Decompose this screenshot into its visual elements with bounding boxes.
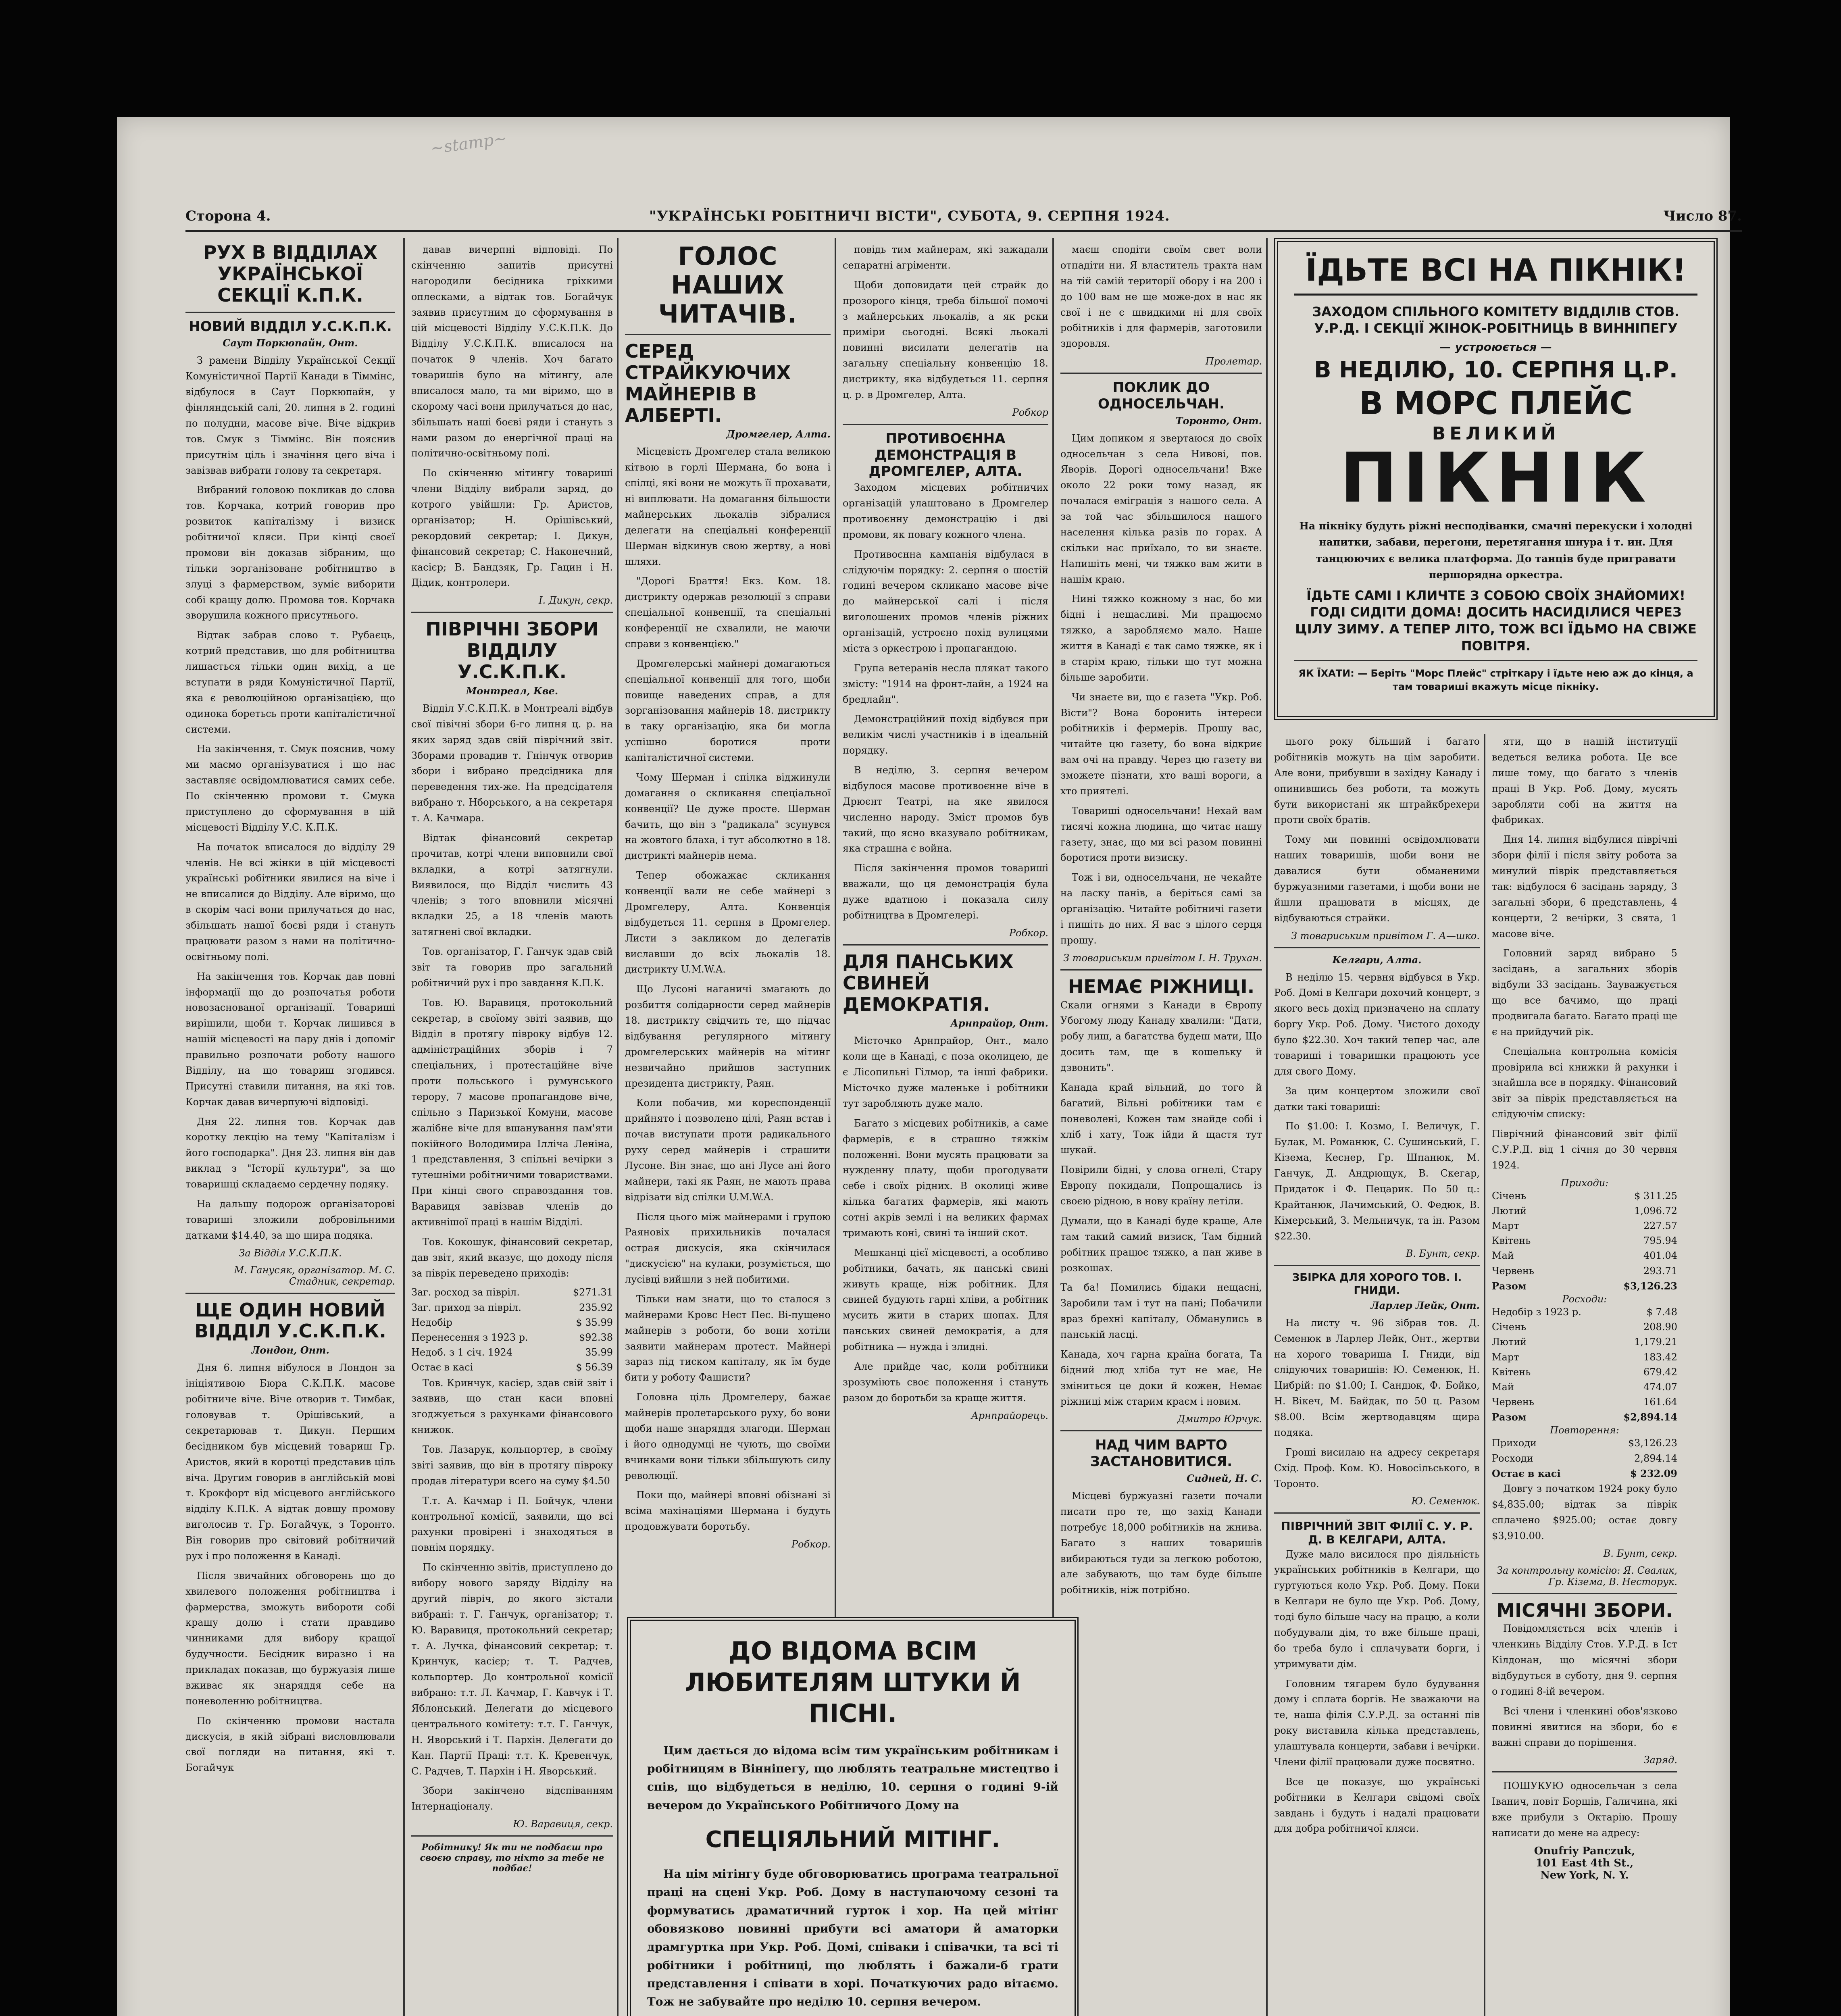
signature: Ю. Варавиця, секр. xyxy=(513,1818,613,1830)
signature: Заряд. xyxy=(1643,1754,1677,1766)
picnic-organizer: ЗАХОДОМ СПІЛЬНОГО КОМІТЕТУ ВІДДІЛІВ СТОВ. У.Р.Д. І СЕКЦІЇ ЖІНОК-РОБІТНИЦЬ В ВИННІПЕГУ xyxy=(1312,304,1680,336)
divider xyxy=(185,1293,395,1294)
signature: В. Бунт, секр. xyxy=(1603,1547,1677,1559)
finance-label: Разом xyxy=(1492,1280,1527,1292)
finance-amount: 2,894.14 xyxy=(1634,1452,1677,1464)
paragraph: Відтак забрав слово т. Рубаєць, котрий представив, що для робітництва лишається тільки один вихід, а це вступати в ряди Комуністичної Партії, яка є революційною організацією, що одинока боретьсь проти капіталістичної системи. xyxy=(185,629,395,735)
repeat-table xyxy=(1492,1436,1677,1466)
expense-total xyxy=(1492,1410,1677,1425)
paragraph: Поки що, майнері вповні обізнані зі всіма махінаціями Шермана і будуть продовжувати боротьбу. xyxy=(625,1489,831,1533)
paragraph: Дня 14. липня відбулися піврічні збори філії і після звіту робота за минулий піврік представляється так: відбулося 6 засідань заряду, 3 загальні збори, 6 представлень, 4 концерти, 2 вечірки, 3 свята, 1 масове віче. xyxy=(1492,834,1677,939)
finance-label: Січень xyxy=(1492,1190,1527,1202)
announcement-box xyxy=(627,1617,1079,2016)
paragraph: Місточко Арнпрайор, Онт., мало коли ще в Канаді, є поза околицею, де є Лісопильні Гілмор, та інші фабрики. Місточко дуже маленьке і робітники тут заробляють дуже мало. xyxy=(843,1035,1048,1109)
paragraph: Тож і ви, односельчани, не чекайте на ласку панів, а беріться самі за організацію. Читайте робітничі газети і пишіть до них. Я вас з цілого серця прошу. xyxy=(1060,872,1262,946)
picnic-location: В МОРС ПЛЕЙС xyxy=(1359,385,1633,422)
footer-slogan: Робітнику! Як ти не подбаєш про своєю справу, то ніхто за тебе не подбає! xyxy=(420,1842,604,1874)
finance-row xyxy=(1492,1451,1677,1466)
income-heading: Приходи: xyxy=(1560,1177,1609,1189)
finance-row xyxy=(1492,1380,1677,1395)
divider xyxy=(625,334,831,335)
paragraph: Головна ціль Дромгелеру, бажає майнерів пролетарського руху, бо вони щоби наше знаряддя злагоди. Шерман і його однодумці не чують, що своїми вчинками вони тільки збільшують силу революції. xyxy=(625,1391,831,1481)
paragraph: Тов. Ю. Варавиця, протокольний секретар, в своїому звіті заявив, що Відділ в протягу півроку відбув 12. адміністраційних зборів і 7 спеціальних, і протестаційне віче проти польського і румунського терору, 7 масове пропагандове віче, спільно з Паризької Комуни, масове жалібне віче для вшанування пам'яти покійного Володимира Ілліча Леніна, 1 представлення, 3 спільні вечірки з тутешніми робітничими товариствами. При кінці свого справоздання тов. Варавиця завізвав членів до активнішої праці в нашім Відділі. xyxy=(411,997,613,1228)
finance-amount: 227.57 xyxy=(1643,1220,1677,1231)
poem-stanza: Та ба! Помились бідаки нещасні, Заробили там і тут на пані; Побачили враз брехні капіталу, Обманулись в панській ласці. xyxy=(1060,1282,1262,1341)
masthead xyxy=(185,198,1742,232)
divider xyxy=(1060,373,1262,374)
finance-label: Заг. росход за півріл. xyxy=(411,1287,520,1298)
finance-amount: $ 7.48 xyxy=(1646,1306,1677,1318)
poem-stanza: Канада, хоч гарна країна богата, Та бідний люд хліба тут не має, Не зміниться це доки й кожен, Немає ріжниці між старим краєм і новим. xyxy=(1060,1348,1262,1407)
divider xyxy=(1060,1430,1262,1431)
paragraph: Щоби доповидати цей страйк до прозорого кінця, треба більшої помочі з майнерських льокалів, а як рєки приміри сьогодні. Всякі льокалі повинні висилати делегатів на загальну спеціальну конвенцію 18. дистрикту, яка відбудеться 11. серпня ц. р. в Дромгелер, Алта. xyxy=(843,279,1048,400)
library-stamp: ~stamp~ xyxy=(429,129,508,158)
divider xyxy=(411,612,613,613)
address-line: New York, N. Y. xyxy=(1540,1869,1629,1881)
paragraph: Головний заряд вибрано 5 засідань, а загальних зборів відбули 33 засідань. Зауважується що все бачимо, що праці продвигала багато. Багато праці ще є на прийдучий рік. xyxy=(1492,948,1677,1037)
address-line: Onufriy Panczuk, xyxy=(1534,1845,1635,1857)
finance-row xyxy=(1492,1436,1677,1451)
paragraph: Нині тяжко кожному з нас, бо ми бідні і нещасливі. Ми працюємо тяжко, а заробляємо мало. Наше життя в Канаді є так само тяжке, як і в старім краю, тільки що тут можна більше заробити. xyxy=(1060,593,1262,683)
paragraph: Мешканці цієї місцевості, а особливо робітники, бачать, як панські свині живуть краще, ніж робітник. Для свиней будують гарні хліви, а робітник мусить жити в старих шопах. Для панських свиней демократія, а для робітника — нужда і злидні. xyxy=(843,1247,1048,1353)
finance-row xyxy=(1492,1466,1677,1481)
signature: За контрольну комісію: Я. Свалик, Гр. Кізема, В. Несторук. xyxy=(1496,1564,1677,1587)
finance-row xyxy=(1492,1410,1677,1425)
divider xyxy=(843,424,1048,425)
finance-amount: 401.04 xyxy=(1643,1250,1677,1262)
paragraph: Тов. організатор, Г. Ганчук здав свій звіт та говорив про загальний робітничий рух і про завдання К.П.К. xyxy=(411,946,613,989)
paragraph: На закінчення, т. Смук пояснив, чому ми маємо організуватися і що нас заставляє освідомлюватися самих себе. По скінченню промови т. Смука приступлено до сформування в цій місцевості Відділу У.С. К.П.К. xyxy=(185,743,395,833)
finance-row xyxy=(1492,1233,1677,1248)
signature: Арнпрайорець. xyxy=(971,1410,1048,1421)
signature: Дмитро Юрчук. xyxy=(1177,1413,1262,1425)
finance-row xyxy=(411,1285,613,1300)
expense-table xyxy=(1492,1305,1677,1410)
paragraph: На закінчення тов. Корчак дав повні інформації що до розпочатья роботи новозаснованої організації. Товариші вирішили, щоби т. Корчак лишився в нашій місцевості на пару днів і допоміг правильно розпочати роботу нашого Відділу, на що товариш згодився. Присутні ставили питання, на які тов. Корчак давав вичерпуючі відповіді. xyxy=(185,971,395,1108)
announcement-text: На цім мітінгу буде обговорюватись програма театральної праці на сцені Укр. Роб. Дому в наступаючому сезоні та формуватись драматичний гурток і хор. На цей мітінг обовязково повинні прибути всі аматори й аматорки драмгуртка при Укр. Роб. Домі, співаки і співачки, та всі ті робітники і робітниці, що люблять і бажали-б грати представлення і співати в хорі. Початкуючих радо вітаємо. Тож не забувайте про неділю 10. серпня вечером. xyxy=(647,1867,1058,2009)
divider xyxy=(1274,947,1480,948)
finance-amount: $3,126.23 xyxy=(1623,1280,1677,1292)
finance-row xyxy=(1492,1320,1677,1335)
issue-number: Число 87. xyxy=(1663,208,1742,224)
paragraph: Противоєнна кампанія відбулася в слідуючім порядку: 2. серпня о шостій годині вечером скликано масове віче до майнерської салі і після виголошених промов членів ріжних організацій, устроєно похід вулицями міста з оркестрою і пропагандою. xyxy=(843,548,1048,654)
column-2 xyxy=(411,242,613,2016)
finance-row xyxy=(411,1360,613,1375)
finance-label: Лютий xyxy=(1492,1205,1527,1216)
paragraph: Дуже мало висилося про діяльність українських робітників в Келгари, що гуртуються коло Укр. Роб. Дому. Поки в Келгари не було ще Укр. Роб. Дому, тоді було більше часу на працю, а коли побудували дім, то вже більше праці, бо треба було і сплачувати борги, і утримувати дім. xyxy=(1274,1548,1480,1670)
paragraph: Тільки нам знати, що то сталося з майнерами Кровс Нест Пес. Ві-пущено майнерів з роботи, бо вони хотіли заявити майнерам протест. Майнері зараз під тиском капіталу, як їм буде бити у роботу Фашисти? xyxy=(625,1293,831,1383)
paragraph: ПОШУКУЮ односельчан з села Іванич, повіт Борщів, Галичина, які вже прибули з Октарію. Прошу написати до мене на адресу: xyxy=(1492,1780,1677,1839)
poem-stanza: Канада край вільний, до того й багатий, Вільні робітники там є поневолені, Кожен там знайде собі і хліб і хату, Тож ійди й щастя тут шукай. xyxy=(1060,1081,1262,1156)
address-line: 101 East 4th St., xyxy=(1535,1857,1634,1869)
paragraph: Цим допиком я звертаюся до своїх односельчан з села Нивові, пов. Яворів. Дорогі односельчани! Вже около 22 роки тому назад, як почалася еміграція з нашого села. А за той час збільшилося нашого населення кілька разів по горах. А скільки нас приїхало, то ви знаєте. Напишіть мені, чи тяжко вам жити в нашім краю. xyxy=(1060,432,1262,585)
poem-stanza: Скали огнями з Канади в Європу Убогому люду Канаду хвалили: "Дати, робу лиш, а багатства будеш мати, Що досить там, ще в кошельку й дзвонить". xyxy=(1060,999,1262,1074)
finance-amount: 795.94 xyxy=(1643,1235,1677,1247)
paragraph: На дальшу подорож організаторові товариші зложили добровільними датками $14.40, за що щира подяка. xyxy=(185,1198,395,1241)
paragraph: Головним тягарем було будування дому і сплата боргів. Не зважаючи на те, наша філія С.У.Р.Д. за останні пів року виставила кілька представлень, улаштувала концерти, забави і вечірки. Члени філії працювали дуже посвятно. xyxy=(1274,1678,1480,1768)
paragraph: В неділю 15. червня відбувся в Укр. Роб. Домі в Келгари дохочий концерт, з якого весь дохід призначено на сплату боргу Укр. Роб. Дому. Чистого доходу було $22.30. Хоч такий тепер час, але товариші і товаришки працюють усе для свого Дому. xyxy=(1274,971,1480,1077)
finance-amount: 161.64 xyxy=(1643,1396,1677,1408)
finance-row xyxy=(411,1300,613,1315)
finance-label: Остає в касі xyxy=(1492,1467,1561,1479)
article-title: ДЛЯ ПАНСЬКИХ СВИНЕЙ ДЕМОКРАТІЯ. xyxy=(843,950,1014,1015)
finance-row xyxy=(1492,1189,1677,1204)
signature: В. Бунт, секр. xyxy=(1406,1248,1480,1260)
dateline: Келгари, Алта. xyxy=(1332,954,1422,966)
column-5 xyxy=(1060,242,1262,2016)
signature: М. Ганусяк, організатор. М. С. Стадник, секретар. xyxy=(234,1264,395,1287)
finance-label: Червень xyxy=(1492,1396,1534,1408)
paragraph: Відділ У.С.К.П.К. в Монтреалі відбув свої півічні збори 6-го липня ц. р. на яких заряд здав свій піврічний звіт. Зборами провадив т. Гнінчук отворив збори і вибрано предсідника для переведення тих-же. На предсідателя вибрано т. Нборського, а на секретаря т. А. Качмара. xyxy=(411,702,613,824)
signature: Робкор xyxy=(1012,406,1048,418)
paragraph: повідь тим майнерам, які зажадали сепаратні агріменти. xyxy=(843,244,1048,271)
divider xyxy=(1274,1512,1480,1514)
finance-amount: 474.07 xyxy=(1643,1381,1677,1393)
picnic-details: На пікніку будуть ріжні несподіванки, смачні перекуски і холодні напитки, забави, перегони, перетягання шнура і т. ин. Для танцюючих є велика платформа. До танців буде пригравати першорядна оркестра. xyxy=(1299,520,1693,581)
picnic-date: В НЕДІЛЮ, 10. СЕРПНЯ Ц.Р. xyxy=(1314,356,1678,383)
paragraph: Гроші висилаю на адресу секретаря Схід. Проф. Ком. Ю. Новосільського, в Торонто. xyxy=(1274,1446,1480,1489)
paragraph: Дня 6. липня вібулося в Лондон за ініціятивою Бюра С.К.П.К. масове робітниче віче. Віче отворив т. Тимбак, головував т. Орішівський, а секретарював т. Дикун. Першим бесідником був місцевий товариш Гр. Аристов, який в коротці представив ціль віча. Другим говорив в англійській мові т. Крокфорт від місцевого англійського відділу К.П.К. А відтак довшу промову виголосив т. Гр. Богайчук, з Торонто. Він говорив про світовий робітничий рух і про положення в Канаді. xyxy=(185,1362,395,1562)
poem-stanza: Повірили бідні, у слова огнелі, Стару Европу покидали, Попрощались із своєю рідною, в нову країну летіли. xyxy=(1060,1164,1262,1207)
signature: Робкор. xyxy=(791,1539,831,1550)
finance-label: Разом xyxy=(1492,1411,1527,1423)
finance-label: Січень xyxy=(1492,1321,1527,1333)
announcement-event: СПЕЦІЯЛЬНИЙ МІТІНГ. xyxy=(705,1826,1000,1853)
finance-amount: 293.71 xyxy=(1643,1265,1677,1277)
paragraph: Довгу з початком 1924 року було $4,835.00; відтак за піврік сплачено $925.00; остає довгу $3,910.00. xyxy=(1492,1483,1677,1541)
paragraph: За цим концертом зложили свої датки такі товариші: xyxy=(1274,1085,1480,1112)
divider xyxy=(1060,969,1262,971)
signature: Робкор. xyxy=(1009,927,1048,939)
finance-row xyxy=(411,1345,613,1360)
finance-row xyxy=(1492,1248,1677,1263)
paragraph: Чи знаєте ви, що є газета "Укр. Роб. Вісти"? Вона боронить інтереси робітників і фермерів. Прошу вас, читайте цю газету, бо вона відкриє вам очі на правду. Через цю газету ви зможете пізнати, хто ваші вороги, а хто приятелі. xyxy=(1060,691,1262,797)
finance-amount: $92.38 xyxy=(579,1331,613,1343)
report-heading: Піврічний фінансовий звіт філії С.У.Р.Д. від 1 січня до 30 червня 1924. xyxy=(1492,1128,1677,1171)
article-title: ПІВРІЧНИЙ ЗВІТ ФІЛІЇ С. У. Р. Д. В КЕЛГАРИ, АЛТА. xyxy=(1281,1519,1473,1546)
finance-label: Март xyxy=(1492,1351,1519,1363)
signature: Пролетар. xyxy=(1205,356,1262,367)
dateline: Саут Поркюпайн, Онт. xyxy=(223,337,358,349)
paragraph: В неділю, 3. серпня вечером відбулося масове противоєнне віче в Дрюєнт Театрі, на яке явилося численно народу. Зміст промов був такий, що ясно вказувало робітникам, яка страшна є война. xyxy=(843,764,1048,854)
announcement-title: ДО ВІДОМА ВСІМ ЛЮБИТЕЛЯМ ШТУКИ Й ПІСНІ. xyxy=(685,1636,1021,1728)
finance-amount: $2,894.14 xyxy=(1623,1411,1677,1423)
paragraph: Дромгелерські майнері домагаються спеціальної конвенції для того, щоби повище наведених справ, а для зорганізовання майнерів 18. дистрикту в таку організацію, яка би могла успішно боротися проти капіталістичної системи. xyxy=(625,658,831,764)
divider xyxy=(1492,1771,1677,1772)
finance-amount: 1,179.21 xyxy=(1634,1336,1677,1348)
signature: І. Дикун, секр. xyxy=(539,595,613,606)
finance-amount: $3,126.23 xyxy=(1628,1437,1677,1449)
divider xyxy=(843,944,1048,946)
signature: Ю. Семенюк. xyxy=(1411,1495,1480,1507)
paragraph: Тому ми повинні освідомлювати наших товаришів, щоби вони не давалися бути обманеними буржуазними газетами, і щоби вони не йшли працювати в місцях, де відбуваються страйки. xyxy=(1274,834,1480,924)
article-title: НОВИЙ ВІДДІЛ У.С.К.П.К. xyxy=(189,318,392,335)
dateline: Арнпрайор, Онт. xyxy=(950,1017,1048,1029)
finance-row xyxy=(411,1330,613,1345)
dateline: Лондон, Онт. xyxy=(251,1344,329,1356)
finance-row xyxy=(1492,1395,1677,1410)
finance-row xyxy=(1492,1305,1677,1320)
picnic-title: ЇДЬТЕ ВСІ НА ПІКНІК! xyxy=(1294,253,1697,296)
finance-label: Приходи xyxy=(1492,1437,1537,1449)
article-title: ПРОТИВОЄННА ДЕМОНСТРАЦІЯ В ДРОМГЕЛЕР, АЛТА. xyxy=(868,430,1023,480)
finance-amount: 35.99 xyxy=(585,1347,613,1358)
column-rule xyxy=(403,238,405,2016)
paragraph: Всі члени і членкині обов'язково повинні явитися на збори, бо є важні справи до порішення. xyxy=(1492,1705,1677,1748)
dateline: Монтреал, Кве. xyxy=(466,685,558,697)
picnic-great: ВЕЛИКИЙ xyxy=(1432,423,1560,444)
poem-stanza: Думали, що в Канаді буде краще, Але там такий самий визиск, Там бідний робітник працює тяжко, а пан живе в розкошах. xyxy=(1060,1215,1262,1274)
finance-amount: 235.92 xyxy=(579,1302,613,1313)
finance-amount: $271.31 xyxy=(573,1287,613,1298)
article-title: ПІВРІЧНІ ЗБОРИ ВІДДІЛУ У.С.К.П.К. xyxy=(425,618,599,683)
expense-heading: Росходи: xyxy=(1562,1293,1607,1305)
paragraph: Все це показує, що українські робітники в Келгари свідомі своїх завдань і будуть і надалі працювати для добра робітничої кляси. xyxy=(1274,1776,1480,1835)
paragraph: По $1.00: І. Козмо, І. Величук, Г. Булак, М. Романюк, С. Сушинський, Г. Кізема, Кеснер, Гр. Шпанюк, М. Ганчук, Д. Андрющук, В. Скегар, Придаток і Ф. Пецарик. По 50 ц.: Крайтанюк, Лачимський, О. Федюк, В. Кімерський, З. Мельничук, та ін. Разом $22.30. xyxy=(1274,1120,1480,1242)
column-rule xyxy=(1484,734,1485,2016)
paragraph: Тов. Лазарук, кольпортер, в своїму звіті заявив, що він в протягу півроку продав літератури всего на суму $4.50 xyxy=(411,1444,613,1487)
picnic-organizes: — устроюється — xyxy=(1439,340,1552,354)
finance-amount: 679.42 xyxy=(1643,1366,1677,1378)
article-title: МІСЯЧНІ ЗБОРИ. xyxy=(1496,1599,1673,1621)
finance-row xyxy=(1492,1218,1677,1233)
finance-row xyxy=(1492,1335,1677,1350)
divider xyxy=(1274,1265,1480,1266)
column-3 xyxy=(625,242,831,1613)
column-7 xyxy=(1492,734,1677,2016)
paragraph: маєш сподіти своїм свет воли отпадіти ни. Я властитель тракта нам на тій самій території обору і на 200 і до 100 вам не ще може-дох в нас як свої і не є швидкими ні для своїх робітників і для фармерів, заготовили здоровля. xyxy=(1060,244,1262,350)
income-table xyxy=(1492,1189,1677,1279)
page-number: Сторона 4. xyxy=(185,208,271,224)
paragraph: Тов. Кокошук, фінансовий секретар, дав звіт, який вказує, що доходу після за піврік переведено приходів: xyxy=(411,1236,613,1279)
paragraph: По скінченню мітингу товариші члени Відділу вибрали заряд, до котрого увійшли: Гр. Аристов, організатор; Н. Орішівський, рекордовий секретар; І. Дикун, фінансовий секретар; С. Наконечний, касієр; В. Бандзяк, Гр. Гацин і Н. Дідик, контролери. xyxy=(411,467,613,589)
dateline: Дромгелер, Алта. xyxy=(726,428,831,440)
divider xyxy=(411,1835,613,1837)
paragraph: Вибраний головою покликав до слова тов. Корчака, котрий говорив про розвиток капіталізму і визиск робітничої кляси. При кінці своєї промови він доказав зібраним, що тільки зорганізоване робітництво в злуці з фармерством, зуміє виборити собі кращу долю. Промова тов. Корчака зворушила кожного присутнього. xyxy=(185,484,395,621)
dateline: Ларлер Лейк, Онт. xyxy=(1370,1299,1480,1311)
balance-row xyxy=(1492,1466,1677,1481)
section-headline: РУХ В ВІДДІЛАХ УКРАЇНСЬКОЇ СЕКЦІЇ К.П.К. xyxy=(203,242,378,306)
finance-table xyxy=(411,1285,613,1375)
paragraph: Демонстраційний похід відбувся при великім числі участників і в ідеальній порядку. xyxy=(843,713,1048,756)
divider xyxy=(1492,1593,1677,1594)
paragraph: цього року більший і багато робітників можуть на цім заробити. Але вони, прибувши в західну Канаду і опинившись без роботи, та можуть бути використані як штрайкбрехери проти своїх братів. xyxy=(1274,736,1480,826)
finance-label: Май xyxy=(1492,1381,1514,1393)
newspaper-page xyxy=(117,117,1742,2016)
announcement-text: Цим дається до відома всім тим українським робітникам і робітницям в Вінніпегу, що люблять театральне мистецтво і спів, що відбудеться в неділю, 10. серпня о годині 9-ій вечером до Українського Робітничого Дому на xyxy=(647,1743,1058,1812)
paragraph: Група ветеранів несла плякат такого змісту: "1914 на фронт-лайн, а 1924 на бредлайн". xyxy=(843,662,1048,705)
finance-row xyxy=(1492,1279,1677,1293)
income-total xyxy=(1492,1279,1677,1293)
paragraph: Т.т. А. Качмар і П. Бойчук, члени контрольної комісії, заявили, що всі рахунки провірені і знаходяться в повнім порядку. xyxy=(411,1495,613,1554)
paragraph: Тов. Кринчук, касієр, здав свій звіт і заявив, що стан каси вповні згоджується з рахунками фінансового книжок. xyxy=(411,1377,613,1436)
finance-row xyxy=(1492,1264,1677,1279)
dateline: Сидней, Н. С. xyxy=(1186,1472,1262,1485)
paragraph: Заходом місцевих робітничих організацій улаштовано в Дромгелер противоєнну демонстрацію і дві промови, як повагу кожного члена. xyxy=(843,482,1048,540)
picnic-word: ПІКНІК xyxy=(1340,438,1652,518)
finance-label: Март xyxy=(1492,1220,1519,1231)
paragraph: Після звичайних обговорень що до хвилевого положення робітництва і фармерства, зможуть вибороти собі кращу долю і стати правдиво чинниками для вибору кращої будучности. Бесідник виразно і на прикладах показав, що буржуазія лише вживає як знаряддя себе на поневоленню робітництва. xyxy=(185,1570,395,1707)
repeat-heading: Повторення: xyxy=(1550,1425,1619,1436)
paragraph: По скінченню промови настала дискусія, в якій зібрані висловлювали свої погляди на питання, які т. Богайчук xyxy=(185,1715,395,1774)
column-rule xyxy=(617,238,619,2016)
finance-label: Остає в касі xyxy=(411,1362,473,1373)
paragraph: Відтак фінансовий секретар прочитав, котрі члени виповнили свої вкладки, а котрі затягнули. Виявилося, що Відділ числить 43 членів; з того вповнили місячні вкладки 25, а 18 членів мають затягнені свої вкладки. xyxy=(411,832,613,938)
finance-label: Квітень xyxy=(1492,1235,1531,1247)
paragraph: Коли побачив, ми кореспонденції прийнято і позволено цілі, Раян встав і почав виступати проти радикального руху серед майнерів і страшити Лусоне. Він знає, що ані Лусе ані його майнери, такі як Раян, не мають права відрізати від спілки U.M.W.A. xyxy=(625,1097,831,1203)
finance-label: Росходи xyxy=(1492,1452,1533,1464)
paragraph: Після цього між майнерами і групою Раяновіх прихильників почалася острая дискусія, яка скінчилася "дискусією" на кулаки, розуміється, що лусівці вийшли з ней побитими. xyxy=(625,1211,831,1285)
finance-amount: $ 232.09 xyxy=(1630,1467,1677,1479)
finance-label: Недоб. з 1 січ. 1924 xyxy=(411,1347,513,1358)
finance-label: Май xyxy=(1492,1250,1514,1262)
finance-amount: $ 56.39 xyxy=(576,1362,613,1373)
article-title: ПОКЛИК ДО ОДНОСЕЛЬЧАН. xyxy=(1098,379,1225,412)
finance-row xyxy=(1492,1350,1677,1365)
paragraph: Багато з місцевих робітників, а саме фармерів, є в страшно тяжкім положенні. Вони мусять працювати за нужденну плату, щоби прогодувати себе і своїх рідних. В околиці живе кілька багатих фармерів, які мають сотні акрів землі і на великих фармах тримають коні, свині та інший скот. xyxy=(843,1117,1048,1239)
finance-row xyxy=(1492,1365,1677,1380)
paragraph: Але прийде час, коли робітники зрозуміють своє положення і стануть разом до боротьби за краще життя. xyxy=(843,1360,1048,1404)
paragraph: Місцевість Дромгелер стала великою кітвою в горлі Шермана, бо вона і спілці, які вони не можуть її прохавати, ні виплювати. На домагання більшости майнерських льокалів зібралися делегати на спеціальні конференції Шерман відкинув свою жертву, а нові шляхи. xyxy=(625,446,831,567)
paragraph: На листу ч. 96 зібрав тов. Д. Семенюк в Ларлер Лейк, Онт., жертви на хорого товариша І. Гниди, від слідуючих товаришів: Ю. Семенюк, Н. Цибрій: по $1.00; І. Сандюк, Ф. Бойко, Н. Вікеч, М. Байдак, по 50 ц. Разом $8.00. Всім жертводавцям щира подяка. xyxy=(1274,1317,1480,1438)
column-rule xyxy=(1266,238,1268,2016)
picnic-directions: ЯК ЇХАТИ: — Беріть "Морс Плейс" стріткару і їдьте нею аж до кінця, а там товариші вкажуть місце пікніку. xyxy=(1298,668,1693,692)
section-headline: ГОЛОС НАШИХ ЧИТАЧІВ. xyxy=(658,242,798,329)
paragraph: По скінченню звітів, приступлено до вибору нового заряду Відділу на другий півріч, до якого зістали вибрані: т. Г. Ганчук, організатор; т. Ю. Варавиця, протокольний секретар; т. А. Лучка, фінансовий секретар; т. Кринчук, касієр; т. Т. Радчев, кольпортер. До контрольної комісії вибрано: т.т. Л. Качмар, Г. Кавчук і Т. Яблонський. Делегати до місцевого центрального комітету: т.т. Г. Ганчук, Н. Яворський і Т. Пархін. Делегати до Кан. Партії Праці: т.т. К. Кревенчук, С. Радчев, Т. Пархін і Н. Яворський. xyxy=(411,1562,613,1777)
paragraph: "Дорогі Браття! Екз. Ком. 18. дистрикту одержав резолюції з справи спеціальної конвенції, та спеціальні конференції не схвалили, не маючи справи з конвенцією." xyxy=(625,575,831,650)
finance-label: Лютий xyxy=(1492,1336,1527,1348)
article-title: ЗБІРКА ДЛЯ ХОРОГО ТОВ. І. ГНИДИ. xyxy=(1292,1272,1462,1297)
finance-label: Недобір xyxy=(411,1316,452,1328)
paragraph: Місцеві буржуазні газети почали писати про те, що захід Канади потребує 18,000 робітників на жнива. Багато з наших товаришів вибираються туди за легкою роботою, але забувають, що там буде більше робітників, ніж потрібно. xyxy=(1060,1490,1262,1596)
signature: З товариським привітом Г. А—шко. xyxy=(1291,930,1480,941)
picnic-announcement xyxy=(1274,238,1718,720)
finance-amount: 183.42 xyxy=(1643,1351,1677,1363)
finance-row xyxy=(1492,1204,1677,1218)
newspaper-title-date: "УКРАЇНСЬКІ РОБІТНИЧІ ВІСТИ", СУБОТА, 9. СЕРПНЯ 1924. xyxy=(649,208,1170,224)
signature: За Відділ У.С.К.П.К. xyxy=(239,1247,342,1259)
article-title: НАД ЧИМ ВАРТО ЗАСТАНОВИТИСЯ. xyxy=(1090,1437,1233,1470)
paragraph: яти, що в нашій інституції ведеться велика робота. Це все лише тому, що багато з членів праці В Укр. Роб. Дому, мусять заробляти собі на життя на фабриках. xyxy=(1492,736,1677,826)
finance-label: Недобір з 1923 р. xyxy=(1492,1306,1581,1318)
column-6 xyxy=(1274,734,1480,2016)
paragraph: Чому Шерман і спілка віджинули домагання о скликання спеціальної конвенції? Це дуже просте. Шерман бачить, що він з "радикала" зсунувся на жовтого блаха, і тут абсолютно в 18. дистрикті майнерів нема. xyxy=(625,771,831,862)
finance-amount: $ 35.99 xyxy=(576,1316,613,1328)
paragraph: Після закінчення промов товариші вважали, що ця демонстрація була дуже вдатною і показала силу робітництва в Дромгелері. xyxy=(843,862,1048,921)
paragraph: Товариші односельчани! Нехай вам тисячі кожна людина, що читає нашу газету, знає, що ми всі разом повинні боротися проти визиску. xyxy=(1060,805,1262,864)
paragraph: Збори закінчено відспіванням Інтернаціоналу. xyxy=(411,1785,613,1812)
finance-label: Перенесення з 1923 р. xyxy=(411,1331,528,1343)
poem-title: НЕМАЄ РІЖНИЦІ. xyxy=(1068,975,1255,998)
paragraph: З рамени Відділу Української Секції Комуністичної Партії Канади в Тіммінс, відбулося в Саут Поркюпайн, у фінляндській салі, 20. липня в 2. годині по полудни, масове віче. Віче відкрив тов. Смук з Тіммінс. Він пояснив присутнім ціль і значіння цего віча і завізвав вибрати голову та секретаря. xyxy=(185,355,395,476)
dateline: Торонто, Онт. xyxy=(1175,414,1262,427)
finance-amount: $ 311.25 xyxy=(1634,1190,1677,1202)
finance-label: Червень xyxy=(1492,1265,1534,1277)
article-title: ЩЕ ОДИН НОВИЙ ВІДДІЛ У.С.К.П.К. xyxy=(194,1299,386,1342)
article-title: СЕРЕД СТРАЙКУЮЧИХ МАЙНЕРІВ В АЛБЕРТІ. xyxy=(625,340,791,426)
paragraph: давав вичерпні відповіді. По скінченню запитів присутні нагородили бесідника гріхкими оплесками, а відтак тов. Богайчук заявив присутним до сформування в цій місцевості Відділу У.С.К.П.К. До Відділу У.С.К.П.К. вписалося на початок 9 членів. Хоч багато товаришів було на мітингу, але вписалося мало, та ми віримо, що в скорому часі вони прилучаться до нас, збільшать наші боєві ряди і стануть з нами разом до енергічної праці на політично-освітньому полі. xyxy=(411,244,613,459)
paragraph: Що Лусоні наганичі змагають до розбиття солідарности серед майнерів 18. дистрикту свідчить те, що підчас відбування регулярного мітингу дромгелерських майнерів на мітинг незвичайно прийшов заступник президента дистрикту, Раян. xyxy=(625,983,831,1089)
column-4 xyxy=(843,242,1048,1613)
divider xyxy=(1294,660,1697,661)
paragraph: Дня 22. липня тов. Корчак дав коротку лекцію на тему "Капіталізм і його господарка". Дня 23. липня він дав виклад з "Історії культури", за що товаришці складаємо сердечну подяку. xyxy=(185,1116,395,1190)
picnic-call: ЇДЬТЕ САМІ І КЛИЧТЕ З СОБОЮ СВОЇХ ЗНАЙОМИХ! ГОДІ СИДІТИ ДОМА! ДОСИТЬ НАСИДІЛИСЯ ЧЕРЕЗ ЦІЛУ ЗИМУ. А ТЕПЕР ЛІТО, ТОЖ ВСІ ЇДЬМО НА СВІЖЕ ПОВІТРЯ. xyxy=(1295,587,1697,654)
finance-amount: 208.90 xyxy=(1643,1321,1677,1333)
finance-label: Квітень xyxy=(1492,1366,1531,1378)
paragraph: На початок вписалося до відділу 29 членів. Не всі жінки в цій місцевості українські робітники явилися на віче і не вписалися до Відділу. Але віримо, що в скорім часі вони прилучаться до нас, збільшать нашої боєві ряди і стануть працювати разом з нами на політично-освітньому полі. xyxy=(185,841,395,962)
finance-label: Заг. приход за півріл. xyxy=(411,1302,521,1313)
paragraph: Спеціальна контрольна комісія провірила всі книжки й рахунки і знайшла все в порядку. Фінансовий звіт за піврік представляється на слідуючім списку: xyxy=(1492,1045,1677,1120)
finance-amount: 1,096.72 xyxy=(1634,1205,1677,1216)
finance-row xyxy=(411,1315,613,1330)
column-1 xyxy=(185,242,395,2016)
signature: З товариським привітом І. Н. Трухан. xyxy=(1063,952,1262,964)
paragraph: Тепер обожажає скликання конвенції вали не себе майнері з Дромгелеру, Алта. Конвенція відбудеться 11. серпня в Дромгелер. Листи з закликом до делегатів виславши до всіх льокалів 18. дистрикту U.M.W.A. xyxy=(625,870,831,975)
divider xyxy=(185,312,395,313)
paragraph: Повідомляється всіх членів і членкинь Відділу Стов. У.Р.Д. в Іст Кілдонан, що місячні збори відбудуться в суботу, дня 9. серпня о годині 8-ій вечером. xyxy=(1492,1623,1677,1697)
